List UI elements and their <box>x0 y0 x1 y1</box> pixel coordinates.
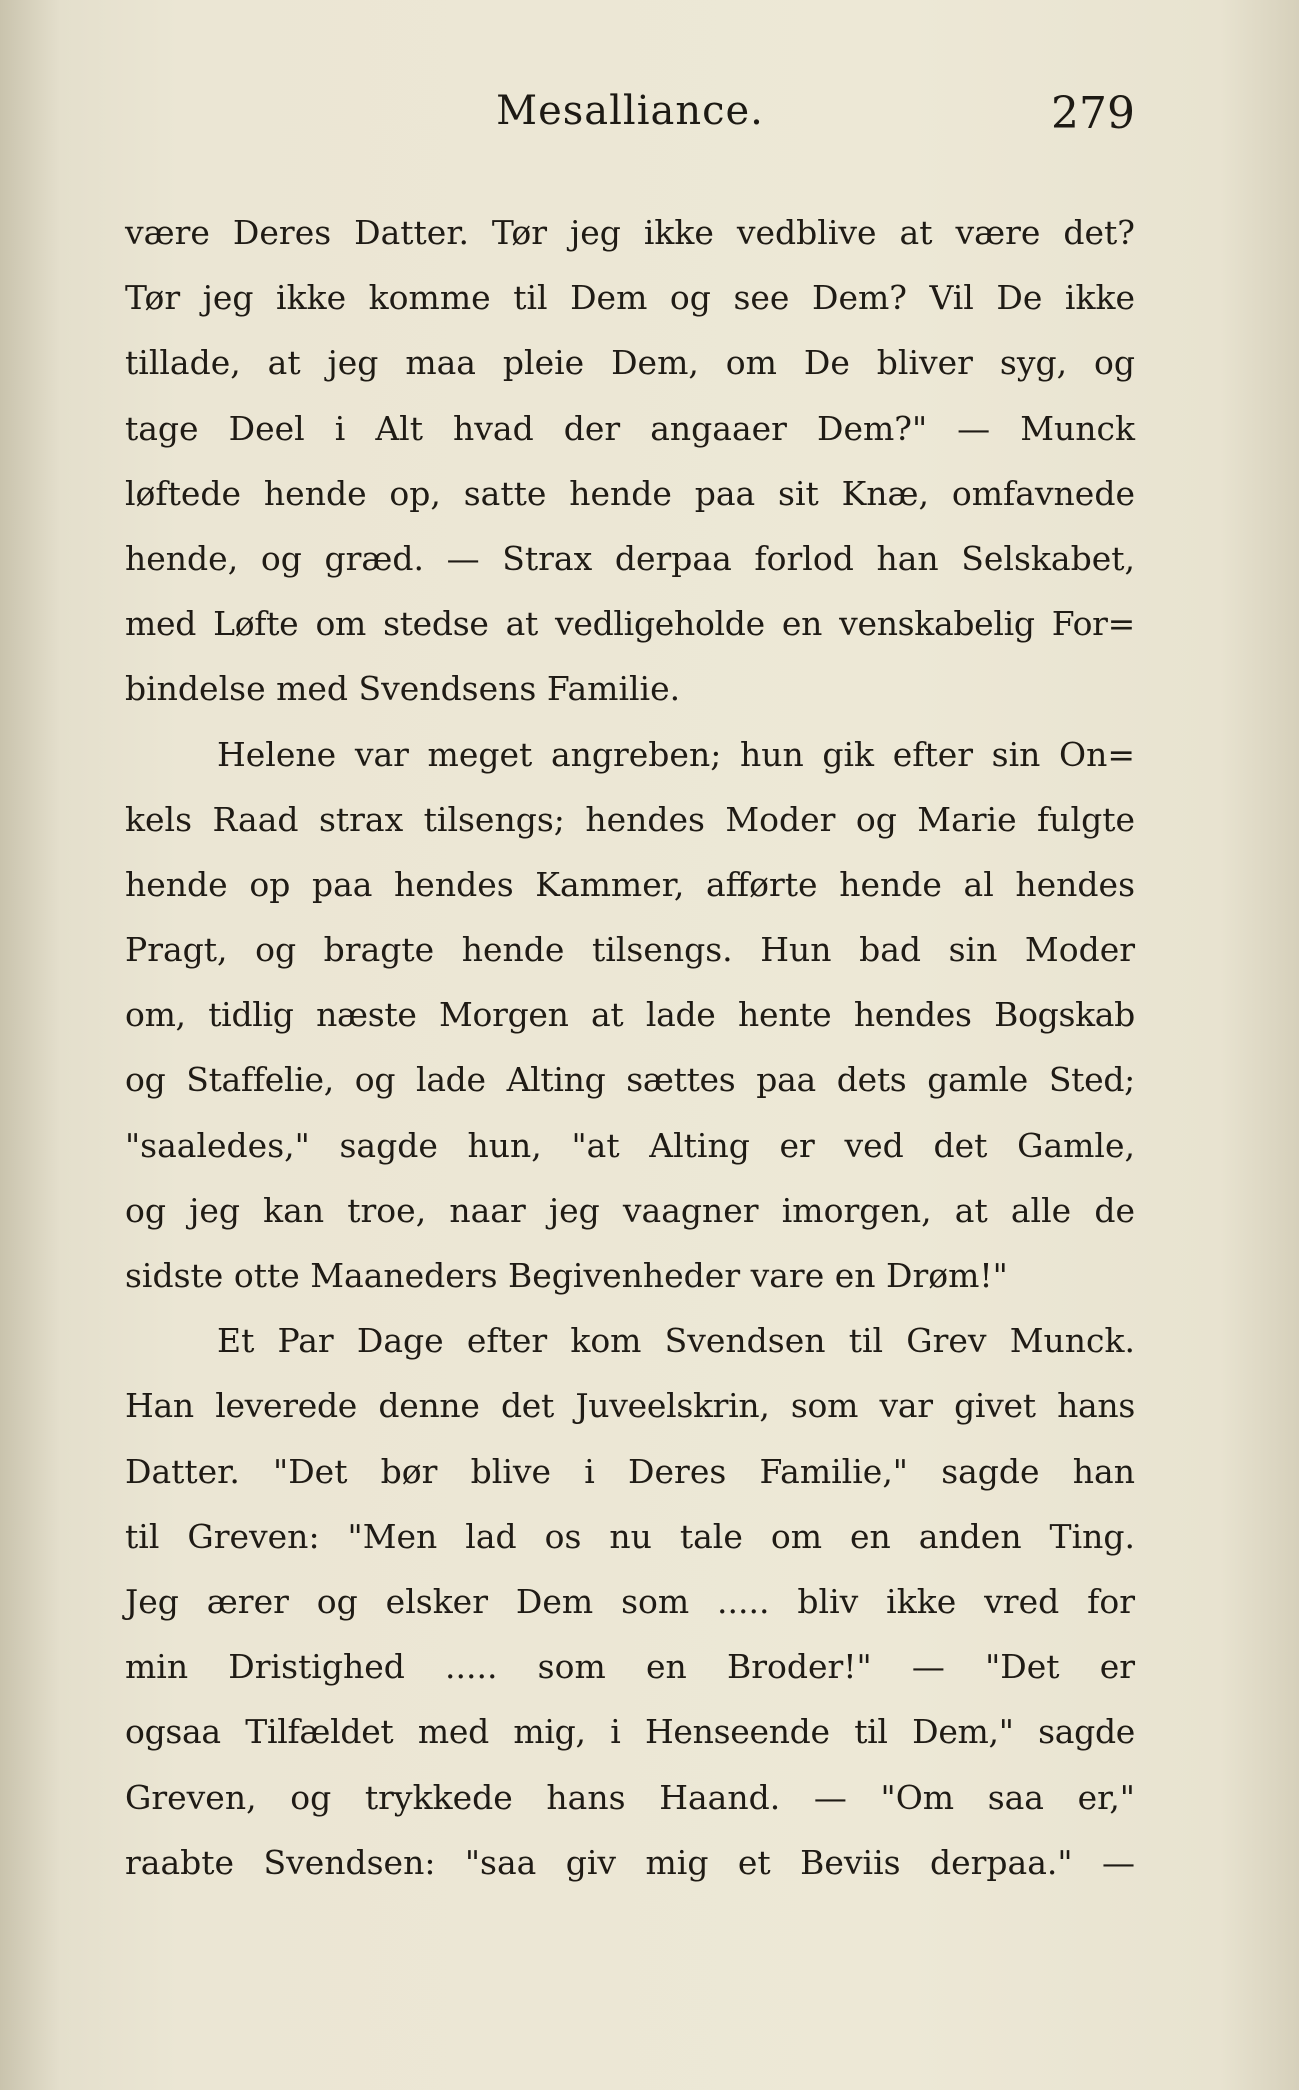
text-line: raabte Svendsen: "saa giv mig et Beviis derpaa." — <box>125 1842 1135 1882</box>
text-line: min Dristighed ..... som en Broder!" — "Det er <box>125 1647 1135 1687</box>
text-line: Tør jeg ikke komme til Dem og see Dem? Vil De ikke <box>125 278 1135 318</box>
text-line: tillade, at jeg maa pleie Dem, om De bliver syg, og <box>125 343 1135 383</box>
text-line: være Deres Datter. Tør jeg ikke vedblive at være det? <box>125 213 1135 252</box>
text-line: kels Raad strax tilsengs; hendes Moder og Marie fulgte <box>125 799 1135 839</box>
text-line: Datter. "Det bør blive i Deres Familie," sagde han <box>125 1451 1135 1491</box>
running-head <box>125 88 1135 148</box>
text-line: Helene var meget angreben; hun gik efter sin On= <box>217 734 1135 774</box>
chapter-title: Mesalliance. <box>496 88 764 134</box>
body-text <box>125 200 1135 1895</box>
text-line: sidste otte Maaneders Begivenheder vare en Drøm!" <box>125 1256 1008 1295</box>
text-line: "saaledes," sagde hun, "at Alting er ved det Gamle, <box>125 1125 1135 1165</box>
text-line: og jeg kan troe, naar jeg vaagner imorgen, at alle de <box>125 1190 1135 1230</box>
text-line: til Greven: "Men lad os nu tale om en anden Ting. <box>125 1516 1135 1556</box>
text-line: Han leverede denne det Juveelskrin, som var givet hans <box>125 1386 1135 1426</box>
text-line: og Staffelie, og lade Alting sættes paa dets gamle Sted; <box>125 1060 1135 1100</box>
text-line: Greven, og trykkede hans Haand. — "Om saa er," <box>125 1777 1135 1817</box>
text-line: Pragt, og bragte hende tilsengs. Hun bad sin Moder <box>125 930 1135 970</box>
text-line: Jeg ærer og elsker Dem som ..... bliv ikke vred for <box>125 1581 1135 1621</box>
page-number: 279 <box>1051 88 1135 139</box>
text-line: hende op paa hendes Kammer, afførte hende al hendes <box>125 864 1135 904</box>
text-line: hende, og græd. — Strax derpaa forlod han Selskabet, <box>125 538 1135 578</box>
text-line: med Løfte om stedse at vedligeholde en venskabelig For= <box>125 604 1135 644</box>
text-line: bindelse med Svendsens Familie. <box>125 669 681 709</box>
text-line: løftede hende op, satte hende paa sit Knæ, omfavnede <box>125 473 1135 513</box>
text-line: om, tidlig næste Morgen at lade hente hendes Bogskab <box>125 995 1135 1035</box>
text-line: Et Par Dage efter kom Svendsen til Grev Munck. <box>217 1321 1135 1361</box>
text-line: tage Deel i Alt hvad der angaaer Dem?" — Munck <box>125 408 1135 448</box>
text-line: ogsaa Tilfældet med mig, i Henseende til Dem," sagde <box>125 1712 1135 1752</box>
